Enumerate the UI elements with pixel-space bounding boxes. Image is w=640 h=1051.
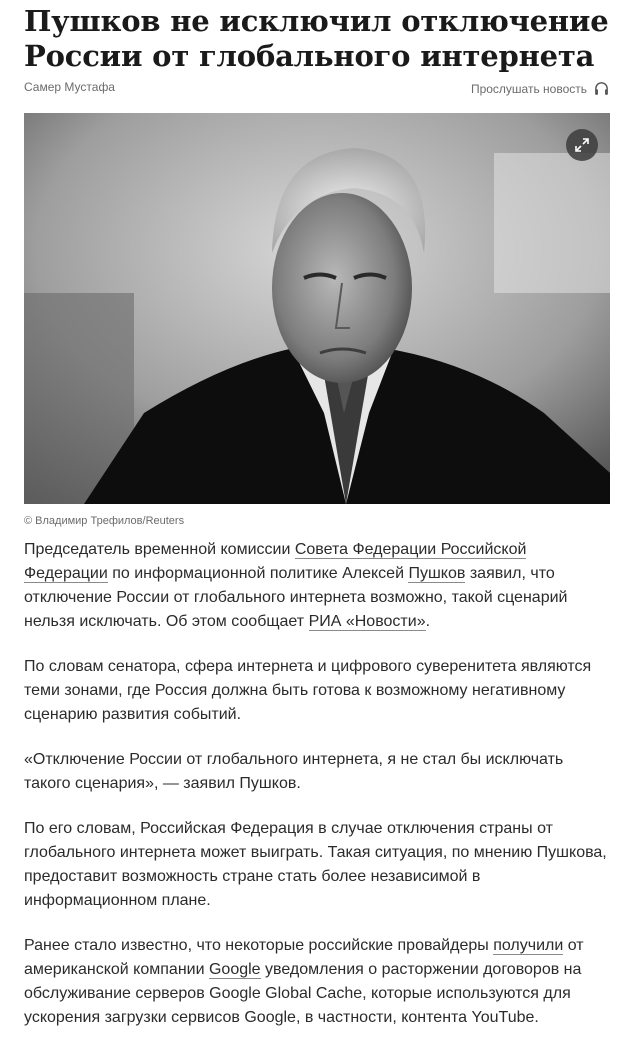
- link-ria-novosti[interactable]: РИА «Новости»: [308, 613, 426, 630]
- link-google[interactable]: Google: [208, 961, 261, 978]
- article-photo[interactable]: [24, 113, 610, 504]
- link-federation-council[interactable]: Совета Федерации Российской Федерации: [24, 541, 527, 582]
- listen-button[interactable]: [471, 80, 610, 97]
- article-title: Пушков не исключил отключение России от глобального интернета: [24, 4, 609, 73]
- paragraph-3: «Отключение России от глобального интернета, я не стал бы исключать такого сценария», — заявил Пушков.: [24, 751, 564, 792]
- link-pushkov[interactable]: Пушков: [408, 565, 466, 582]
- photo-caption: © Владимир Трефилов/Reuters: [24, 515, 185, 527]
- photo-portrait: [24, 113, 610, 504]
- author-name[interactable]: Самер Мустафа: [24, 80, 115, 94]
- listen-label: Прослушать новость: [470, 81, 587, 96]
- headphones-icon: [593, 80, 610, 97]
- paragraph-1: Председатель временной комиссии Совета Федерации Российской Федерации по информационной политике Алексей Пушков заявил, что отключение России от глобального интернета возможно, такой сценарий нельзя исключать. Об этом сообщает РИА «Новости».: [24, 541, 568, 630]
- paragraph-4: По его словам, Российская Федерация в случае отключения страны от глобального интернета может выиграть. Такая ситуация, по мнению Пушкова, предоставит возможность стране стать более независимой в информационном плане.: [24, 820, 607, 909]
- link-received[interactable]: получили: [493, 937, 564, 954]
- paragraph-2: По словам сенатора, сфера интернета и цифрового суверенитета являются теми зонами, где Россия должна быть готова к возможному негативному сценарию развития событий.: [24, 658, 592, 723]
- expand-icon: [574, 137, 590, 153]
- article-body: [24, 538, 614, 1051]
- expand-photo-button[interactable]: [566, 129, 598, 161]
- article-meta: [24, 80, 610, 98]
- paragraph-5: Ранее стало известно, что некоторые российские провайдеры получили от американской компании Google уведомления о расторжении договоров на обслуживание серверов Google Global Cache, которые используются для ускорения загрузки сервисов Google, в частности, контента YouTube.: [24, 937, 584, 1026]
